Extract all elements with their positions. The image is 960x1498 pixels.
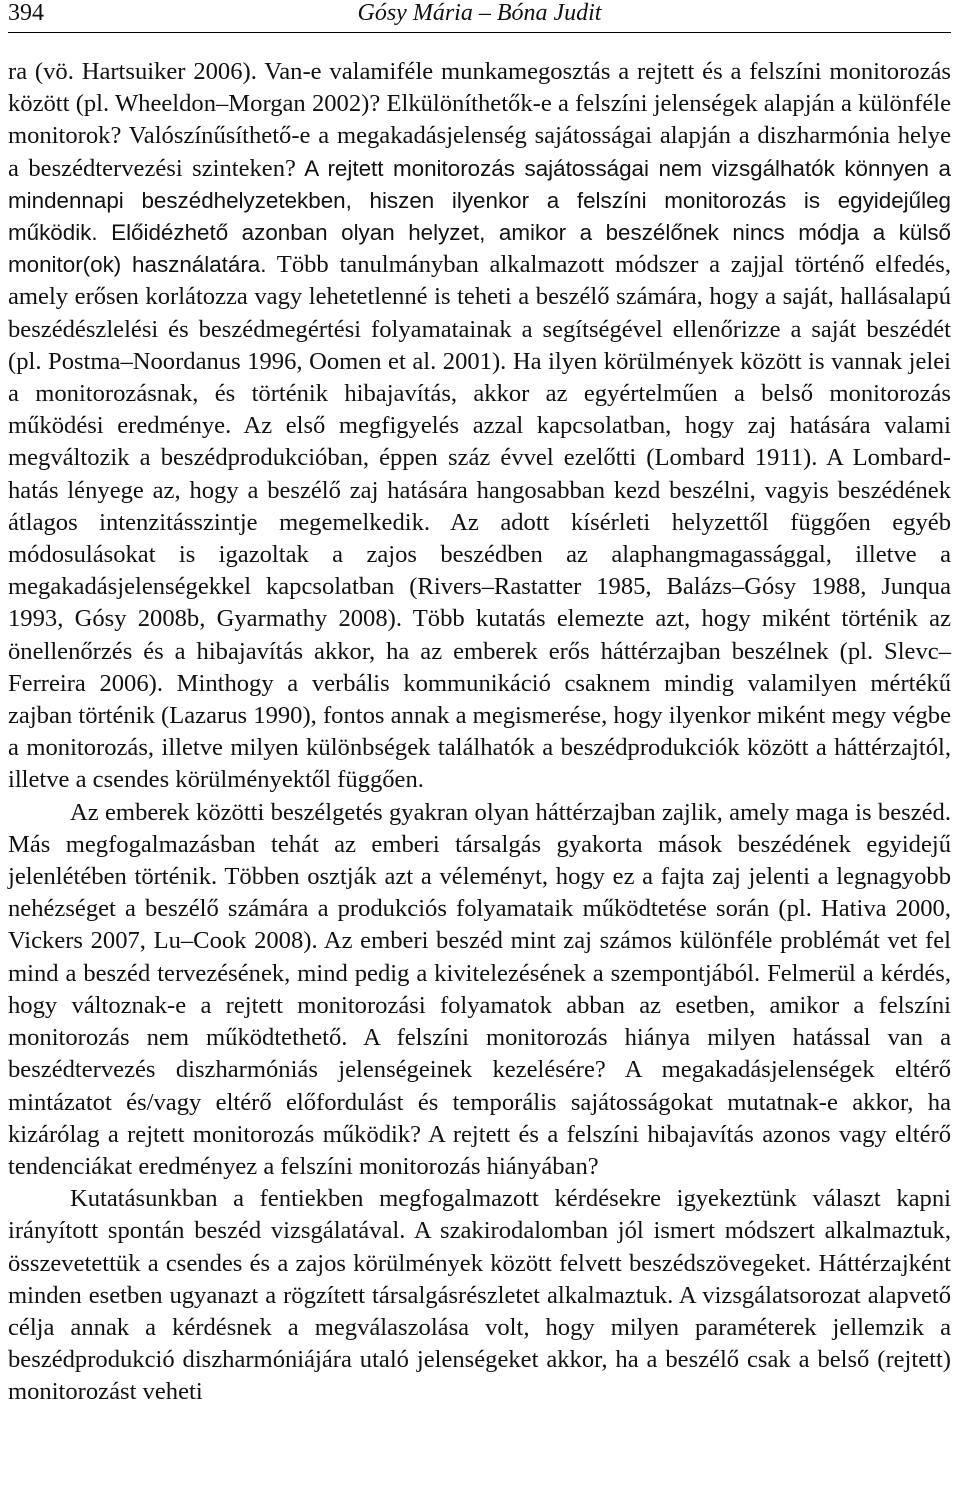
text-segment: ra (vö. Hartsuiker 2006). Van-e valamiféle munkamegosztás a rejtett és a felszíni monitorozás között (pl. Wheeldon–Morgan 2002)? Elkülöníthetők-e a felszíni jelenségek alapján a különféle monitorok? Valószínűsíthető-e a megakadásjelenség sajátosságai alapján a diszharmónia helye a beszédtervezési szinteken? [8,58,951,182]
page-number: 394 [8,0,44,26]
paragraph-2 [8,797,951,1183]
running-head: Gósy Mária – Bóna Judit [357,0,602,26]
paragraph-3 [8,1183,951,1408]
text-segment: Több tanulmányban alkalmazott módszer a zajjal történő elfedés, amely erősen korlátozza vagy lehetetlenné is teheti a beszélő számára, hogy a saját, hallásalapú beszédészlelési és beszédmegértési folyamatainak a segítségével ellenőrizze a saját beszédét (pl. Postma–Noordanus 1996, Oomen et al. 2001). Ha ilyen körülmények között is vannak jelei a monitorozásnak, és történik hibajavítás, akkor az egyértelműen a belső monitorozás működési eredménye. Az első megfigyelés azzal kapcsolatban, hogy zaj hatására valami megváltozik a beszédprodukcióban, éppen száz évvel ezelőtti (Lombard 1911). A Lombard-hatás lényege az, hogy a beszélő zaj hatására hangosabban kezd beszélni, vagyis beszédének átlagos intenzitásszintje megemelkedik. Az adott kísérleti helyzettől függően egyéb módosulásokat is igazoltak a zajos beszédben az alaphangmagassággal, illetve a megakadásjelenségekkel kapcsolatban (Rivers–Rastatter 1985, Balázs–Gósy 1988, Junqua 1993, Gósy 2008b, Gyarmathy 2008). Több kutatás elemezte azt, hogy miként történik az önellenőrzés és a hibajavítás akkor, ha az emberek erős háttérzajban beszélnek (pl. Slevc–Ferreira 2006). Minthogy a verbális kommunikáció csaknem mindig valamilyen mértékű zajban történik (Lazarus 1990), fontos annak a megismerése, hogy ilyenkor miként megy végbe a monitorozás, illetve milyen különbségek találhatók a beszédprodukciók között a háttérzajtól, illetve a csendes körülményektől függően. [8,251,951,794]
text-segment: Az emberek közötti beszélgetés gyakran olyan háttérzajban zajlik, amely maga is beszéd. Más megfogalmazásban tehát az emberi társalgás gyakorta mások beszédének egyidejű jelenlétében történik. Többen osztják azt a véleményt, hogy ez a fajta zaj jelenti a legnagyobb nehézséget a beszélő számára a produkciós folyamataik működtetése során (pl. Hativa 2000, Vickers 2007, Lu–Cook 2008). Az emberi beszéd mint zaj számos különféle problémát vet fel mind a beszéd tervezésének, mind pedig a kivitelezésének a szempontjából. Felmerül a kérdés, hogy változnak-e a rejtett monitorozási folyamatok abban az esetben, amikor a felszíni monitorozás nem működtethető. A felszíni monitorozás hiánya milyen hatással van a beszédtervezés diszharmóniás jelenségeinek kezelésére? A megakadásjelenségek eltérő mintázatot és/vagy eltérő előfordulást és temporális sajátosságokat mutatnak-e akkor, ha kizárólag a rejtett monitorozás működik? A rejtett és a felszíni hibajavítás azonos vagy eltérő tendenciákat eredményez a felszíni monitorozás hiányában? [8,798,951,1180]
page-header [8,0,951,30]
document-page [8,0,951,1406]
header-rule [8,32,951,33]
text-segment: Kutatásunkban a fentiekben megfogalmazott kérdésekre igyekeztünk választ kapni irányított spontán beszéd vizsgálatával. A szakirodalomban jól ismert módszert alkalmaztuk, összevetettük a csendes és a zajos körülmények között felvett beszédszövegeket. Háttérzajként minden esetben ugyanazt a rögzített társalgásrészletet alkalmaztuk. A vizsgálatsorozat alapvető célja annak a kérdésnek a megválaszolása volt, hogy milyen paraméterek jellemzik a beszédprodukció diszharmóniájára utaló jelenségeket akkor, ha a beszélő csak a belső (rejtett) monitorozást veheti [8,1185,951,1406]
body-text [8,56,951,1409]
paragraph-1 [8,56,951,797]
text-segment-sans: A rejtett monitorozás sajátosságai nem vizsgálhatók könnyen a mindennapi beszédhelyzetekben, hiszen ilyenkor a felszíni monitorozás is egyidejűleg működik. Előidézhető azonban olyan helyzet, amikor a beszélőnek nincs módja a külső monitor(ok) használatára. [8,155,951,278]
